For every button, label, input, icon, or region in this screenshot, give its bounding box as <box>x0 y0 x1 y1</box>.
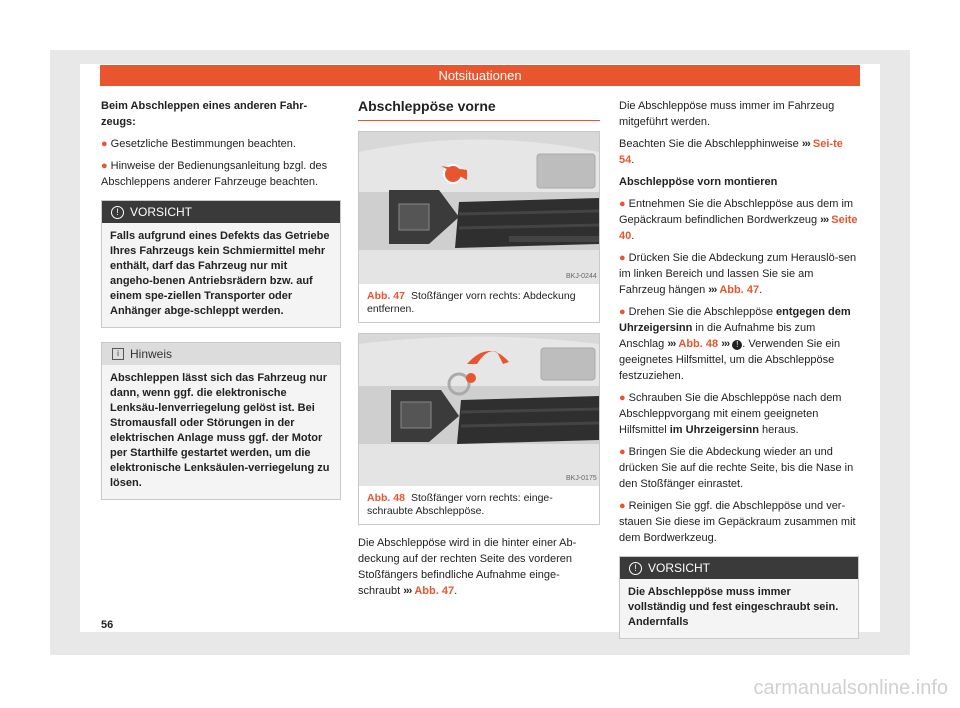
caution-header: ! VORSICHT <box>620 557 858 579</box>
body-paragraph: Die Abschleppöse muss immer im Fahrzeug mitgeführt werden. <box>619 100 835 128</box>
tow-eye-illustration <box>359 334 599 486</box>
watermark: carmanualsonline.info <box>753 677 948 699</box>
heading-towing-other: Beim Abschleppen eines anderen Fahr-zeugs: <box>101 100 308 128</box>
body-paragraph: Die Abschleppöse wird in die hinter einer Ab-deckung auf der rechten Seite des vorderen Stoßfängers befindliche Aufnahme einge-schraubt ››› Abb. 47. <box>358 537 577 597</box>
page-number: 56 <box>101 619 114 631</box>
warning-icon: ! <box>629 562 642 575</box>
page-link[interactable]: Seite 40 <box>619 214 858 242</box>
warning-icon: ! <box>111 206 124 219</box>
note-box <box>101 342 341 500</box>
column-left <box>101 98 341 500</box>
bumper-cover-illustration <box>359 132 599 284</box>
figure-code: BKJ-0175 <box>566 475 597 482</box>
list-item: ● Entnehmen Sie die Abschleppöse aus dem im Gepäckraum befindlichen Bordwerkzeug ››› Seite 40. <box>619 198 858 242</box>
figure-code: BKJ-0244 <box>566 273 597 280</box>
page-link[interactable]: Sei-te 54 <box>619 138 843 166</box>
list-item: ● Hinweise der Bedienungsanleitung bzgl. des Abschleppens anderer Fahrzeuge beachten. <box>101 160 328 188</box>
section-title: Abschleppöse vorne <box>358 98 600 121</box>
list-item: ● Bringen Sie die Abdeckung wieder an und drücken Sie auf die rechte Seite, bis die Nase in den Stoßfänger einrastet. <box>619 446 854 490</box>
caution-header: ! VORSICHT <box>102 201 340 223</box>
list-item: ● Gesetzliche Bestimmungen beachten. <box>101 138 296 150</box>
figure-link[interactable]: Abb. 47 <box>414 585 455 597</box>
list-item: ● Schrauben Sie die Abschleppöse nach dem Abschleppvorgang mit einem geeigneten Hilfsmittel im Uhrzeigersinn heraus. <box>619 392 842 436</box>
figure-47 <box>358 131 600 323</box>
chapter-header: Notsituationen <box>100 65 860 86</box>
list-item: ● Drücken Sie die Abdeckung zum Herauslö-sen im linken Bereich und lassen Sie sie am Fahrzeug hängen ››› Abb. 47. <box>619 252 857 296</box>
figure-48 <box>358 333 600 525</box>
caution-text: Die Abschleppöse muss immer vollständig und fest eingeschraubt sein. Andernfalls <box>628 586 839 628</box>
list-item: ● Drehen Sie die Abschleppöse entgegen dem Uhrzeigersinn in die Aufnahme bis zum Anschlag ››› Abb. 48 ››› ! . Verwenden Sie ein geeignetes Hilfsmittel, um die Abschleppöse festzuziehen. <box>619 306 851 382</box>
caution-box <box>619 556 859 639</box>
figure-caption: Abb. 48 Stoßfänger vorn rechts: einge-schraubte Abschleppöse. <box>367 492 553 517</box>
figure-link[interactable]: Abb. 47 <box>719 284 760 296</box>
figure-link[interactable]: Abb. 48 <box>678 338 719 350</box>
note-text: Abschleppen lässt sich das Fahrzeug nur dann, wenn ggf. die elektronische Lenksäu-lenverriegelung gelöst ist. Bei Stromausfall oder Störungen in der elektrischen Anlage muss ggf. der Motor per Starthilfe gestartet werden, um die elektronische Lenksäulen-verriegelung zu lösen. <box>110 372 330 489</box>
list-item: ● Reinigen Sie ggf. die Abschleppöse und ver-stauen Sie diese im Gepäckraum zusammen mit dem Bordwerkzeug. <box>619 500 856 544</box>
info-icon: i <box>112 348 124 360</box>
column-right <box>619 98 859 639</box>
note-header: i Hinweis <box>102 343 340 365</box>
figure-caption: Abb. 47 Stoßfänger vorn rechts: Abdeckung entfernen. <box>367 290 576 315</box>
caution-box <box>101 200 341 328</box>
caution-text: Falls aufgrund eines Defekts das Getriebe Ihres Fahrzeugs kein Schmiermittel mehr enthält, darf das Fahrzeug nur mit angeho-benen Antriebsrädern bzw. auf einem spe-ziellen Transporter oder Anhänger abge-schleppt werden. <box>110 230 330 317</box>
body-paragraph: Beachten Sie die Abschlepphinweise ››› Sei-te 54. <box>619 138 843 166</box>
column-middle <box>358 98 600 605</box>
subheading: Abschleppöse vorn montieren <box>619 176 778 188</box>
warning-icon: ! <box>732 340 742 350</box>
